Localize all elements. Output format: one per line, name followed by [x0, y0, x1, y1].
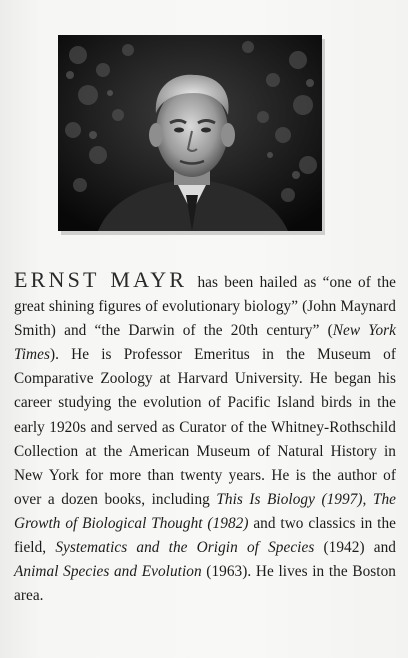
bio-text-1: has been hailed as “one of the great shining figures of evolutionary biology” (John Maynard Smith) and “the Darwin of the 20th century” (	[14, 274, 396, 340]
bio-text-4: (1942) and	[314, 539, 396, 557]
bio-text-3: and two classics in the field,	[14, 514, 396, 557]
author-bio	[14, 268, 396, 608]
author-name: ERNST MAYR	[14, 267, 188, 292]
bio-book-title-3: Animal Species and Evolution	[14, 563, 202, 581]
bio-book-titles-1: This Is Biology (1997), The Growth of Biological Thought (1982)	[14, 490, 396, 532]
author-photo	[58, 35, 322, 231]
bio-book-title-2: Systematics and the Origin of Species	[55, 539, 315, 557]
bio-text-5: (1963). He lives in the Boston area.	[14, 563, 397, 605]
bio-text-2: ). He is Professor Emeritus in the Museum of Comparative Zoology at Harvard University. He began his career studying the evolution of Pacific Island birds in the early 1920s and served as Curator of the Whitney-Rothschild Collection at the American Museum of Natural History in New York for more than twenty years. He is the author of over a dozen books, including	[14, 346, 396, 508]
portrait-photo-icon	[58, 35, 322, 231]
bio-source-nyt: New York Times	[14, 322, 397, 364]
